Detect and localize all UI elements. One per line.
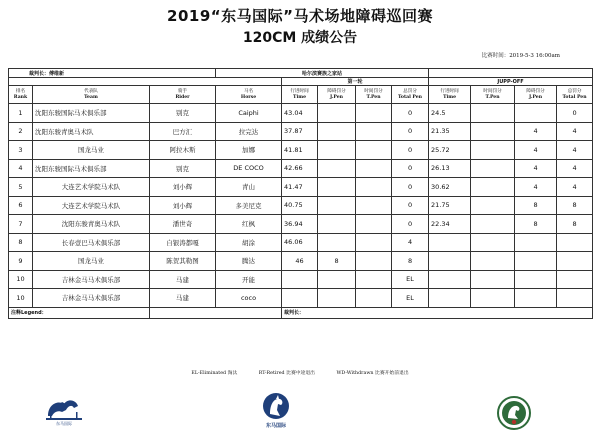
jo-tpen-cell [471, 159, 515, 178]
jo-tpen-cell [471, 196, 515, 215]
jo-time-cell: 26.13 [429, 159, 471, 178]
r1-jpen-cell [318, 122, 356, 141]
results-subtitle: 120CM 成绩公告 [242, 30, 358, 46]
rider-cell: 刘小辉 [150, 196, 216, 215]
jumpoff-header: JUPP-OFF [429, 78, 593, 86]
results-table [8, 68, 593, 319]
rider-cell: 别克 [150, 159, 216, 178]
event-title: 2019“东马国际”马术场地障碍巡回赛 [167, 7, 433, 25]
r1-tpen-cell [356, 178, 392, 197]
team-cell: 大连艺术学院马术队 [33, 196, 150, 215]
rank-cell: 5 [9, 178, 33, 197]
team-cell: 大连艺术学院马术队 [33, 178, 150, 197]
jo-jpen-cell [515, 289, 557, 308]
table-row [9, 159, 593, 178]
legend-row [9, 307, 593, 318]
center-logo-text: 东马国际 [265, 423, 287, 429]
horse-cell: DE COCO [216, 159, 282, 178]
horse-cell: 腾达 [216, 252, 282, 271]
rider-cell: 自银涛都嘎 [150, 233, 216, 252]
r1-time-cell: 42.66 [282, 159, 318, 178]
jo-total-cell [557, 252, 593, 271]
r1-time-cell: 43.04 [282, 104, 318, 123]
round-badge-logo-icon [497, 396, 531, 430]
center-logo [256, 390, 296, 430]
table-row [9, 122, 593, 141]
legend-eliminated: EL-Eliminated 淘汰 [191, 371, 238, 376]
rider-cell: 潘世奇 [150, 215, 216, 234]
legend-withdrawn: WD-Withdrawn 比赛开始前退出 [336, 371, 409, 376]
rank-cell: 6 [9, 196, 33, 215]
jo-jpen-cell: 4 [515, 159, 557, 178]
rider-cell: 马建 [150, 289, 216, 308]
col-r1-jpen: 障碍罚分 J.Pen [318, 86, 356, 104]
col-r1-tpen: 时间罚分 T.Pen [356, 86, 392, 104]
rider-cell: 阿拉木斯 [150, 141, 216, 160]
rank-cell: 4 [9, 159, 33, 178]
jo-total-cell: 4 [557, 141, 593, 160]
r1-jpen-cell: 8 [318, 252, 356, 271]
r1-tpen-cell [356, 159, 392, 178]
r1-tpen-cell [356, 233, 392, 252]
r1-time-cell: 41.81 [282, 141, 318, 160]
team-cell: 长春壹巴马术俱乐部 [33, 233, 150, 252]
jo-tpen-cell [471, 233, 515, 252]
jumping-horse-logo-icon [42, 394, 86, 426]
table-row [9, 104, 593, 123]
jo-total-cell [557, 289, 593, 308]
r1-time-cell: 41.47 [282, 178, 318, 197]
table-row [9, 178, 593, 197]
r1-time-cell: 46 [282, 252, 318, 271]
rider-cell: 别克 [150, 104, 216, 123]
horse-cell: 加娜 [216, 141, 282, 160]
r1-total-cell: 0 [392, 141, 429, 160]
r1-tpen-cell [356, 141, 392, 160]
col-r1-total: 总罚分 Total Pen [392, 86, 429, 104]
jo-jpen-cell: 4 [515, 141, 557, 160]
horse-cell: 胡涂 [216, 233, 282, 252]
jo-time-cell [429, 270, 471, 289]
jo-jpen-cell: 4 [515, 122, 557, 141]
rank-cell: 9 [9, 252, 33, 271]
rank-cell: 3 [9, 141, 33, 160]
r1-total-cell: 0 [392, 178, 429, 197]
jo-total-cell: 8 [557, 215, 593, 234]
r1-total-cell: 0 [392, 104, 429, 123]
r1-jpen-cell [318, 159, 356, 178]
right-logo [497, 396, 531, 430]
round-header-row [9, 78, 593, 86]
col-team: 代表队 Team [33, 86, 150, 104]
r1-total-cell: EL [392, 270, 429, 289]
jo-jpen-cell [515, 233, 557, 252]
table-row [9, 289, 593, 308]
r1-tpen-cell [356, 270, 392, 289]
r1-total-cell: EL [392, 289, 429, 308]
jo-time-cell [429, 252, 471, 271]
rank-cell: 1 [9, 104, 33, 123]
r1-total-cell: 0 [392, 215, 429, 234]
chief-judge: 裁判长：傅维新 [9, 69, 216, 78]
meta-row [9, 69, 593, 78]
team-cell: 沈阳东骏国际马术俱乐部 [33, 104, 150, 123]
horse-cell: coco [216, 289, 282, 308]
table-row [9, 215, 593, 234]
horse-cell: 青山 [216, 178, 282, 197]
jo-tpen-cell [471, 141, 515, 160]
table-row [9, 252, 593, 271]
jo-jpen-cell: 8 [515, 196, 557, 215]
rank-cell: 10 [9, 270, 33, 289]
col-jo-time: 行进时间 Time [429, 86, 471, 104]
r1-time-cell: 37.87 [282, 122, 318, 141]
r1-tpen-cell [356, 252, 392, 271]
r1-time-cell [282, 270, 318, 289]
r1-jpen-cell [318, 270, 356, 289]
r1-tpen-cell [356, 122, 392, 141]
team-cell: 吉林金马马术俱乐部 [33, 289, 150, 308]
r1-jpen-cell [318, 141, 356, 160]
col-jo-jpen: 障碍罚分 J.Pen [515, 86, 557, 104]
rider-cell: 陈贺其勒图 [150, 252, 216, 271]
jo-tpen-cell [471, 104, 515, 123]
r1-time-cell: 46.06 [282, 233, 318, 252]
r1-total-cell: 0 [392, 122, 429, 141]
jo-time-cell: 21.35 [429, 122, 471, 141]
team-cell: 国龙马业 [33, 252, 150, 271]
r1-time-cell: 36.94 [282, 215, 318, 234]
jo-total-cell [557, 270, 593, 289]
table-row [9, 270, 593, 289]
column-header-row [9, 86, 593, 104]
steward-label: 裁判长： [282, 307, 593, 318]
horse-cell: 拉完达 [216, 122, 282, 141]
jo-jpen-cell [515, 104, 557, 123]
legend-label: 注释Legend： [9, 307, 150, 318]
jo-time-cell [429, 233, 471, 252]
col-r1-time: 行进时间 Time [282, 86, 318, 104]
r1-tpen-cell [356, 289, 392, 308]
r1-time-cell [282, 289, 318, 308]
jo-time-cell: 25.72 [429, 141, 471, 160]
team-cell: 国龙马业 [33, 141, 150, 160]
rank-cell: 7 [9, 215, 33, 234]
jo-total-cell [557, 233, 593, 252]
jo-jpen-cell [515, 270, 557, 289]
team-cell: 沈阳东骏青奥马术队 [33, 122, 150, 141]
col-rank: 排名 Rank [9, 86, 33, 104]
jo-total-cell: 4 [557, 122, 593, 141]
jo-time-cell: 30.62 [429, 178, 471, 197]
r1-jpen-cell [318, 178, 356, 197]
r1-tpen-cell [356, 104, 392, 123]
col-horse: 马名 Horse [216, 86, 282, 104]
horse-shield-logo-icon [256, 390, 296, 430]
table-row [9, 141, 593, 160]
col-rider: 骑手 Rider [150, 86, 216, 104]
r1-jpen-cell [318, 215, 356, 234]
jo-jpen-cell: 4 [515, 178, 557, 197]
r1-jpen-cell [318, 104, 356, 123]
jo-tpen-cell [471, 270, 515, 289]
jo-total-cell: 4 [557, 178, 593, 197]
horse-cell: 红枫 [216, 215, 282, 234]
team-cell: 沈阳东骏青奥马术队 [33, 215, 150, 234]
rank-cell: 8 [9, 233, 33, 252]
jo-tpen-cell [471, 215, 515, 234]
r1-jpen-cell [318, 233, 356, 252]
horse-cell: 开能 [216, 270, 282, 289]
jo-time-cell [429, 289, 471, 308]
jo-tpen-cell [471, 252, 515, 271]
jo-time-cell: 22.34 [429, 215, 471, 234]
rank-cell: 10 [9, 289, 33, 308]
table-row [9, 233, 593, 252]
competition-datetime: 比赛时间：2019-5-3 16:00am [481, 53, 560, 59]
rider-cell: 刘小辉 [150, 178, 216, 197]
jo-tpen-cell [471, 122, 515, 141]
horse-cell: Caiphi [216, 104, 282, 123]
rider-cell: 巴方汇 [150, 122, 216, 141]
horse-cell: 多美尼克 [216, 196, 282, 215]
r1-tpen-cell [356, 196, 392, 215]
jo-total-cell: 0 [557, 104, 593, 123]
jo-time-cell: 21.75 [429, 196, 471, 215]
status-legend [0, 369, 600, 376]
jo-total-cell: 4 [557, 159, 593, 178]
r1-total-cell: 0 [392, 196, 429, 215]
r1-total-cell: 0 [392, 159, 429, 178]
table-row [9, 196, 593, 215]
jo-jpen-cell: 8 [515, 215, 557, 234]
col-jo-total: 总罚分 Total Pen [557, 86, 593, 104]
r1-jpen-cell [318, 289, 356, 308]
jo-tpen-cell [471, 178, 515, 197]
r1-total-cell: 8 [392, 252, 429, 271]
team-cell: 吉林金马马术俱乐部 [33, 270, 150, 289]
rider-cell: 马建 [150, 270, 216, 289]
jo-time-cell: 24.5 [429, 104, 471, 123]
jo-total-cell: 8 [557, 196, 593, 215]
jo-jpen-cell [515, 252, 557, 271]
left-logo [42, 394, 86, 426]
venue: 哈尔滨赛族之家站 [216, 69, 429, 78]
r1-tpen-cell [356, 215, 392, 234]
legend-retired: RT-Retired 比赛中途退出 [258, 371, 315, 376]
r1-time-cell: 40.75 [282, 196, 318, 215]
jo-tpen-cell [471, 289, 515, 308]
r1-jpen-cell [318, 196, 356, 215]
r1-total-cell: 4 [392, 233, 429, 252]
col-jo-tpen: 时间罚分 T.Pen [471, 86, 515, 104]
round1-header: 第一轮 [282, 78, 429, 86]
team-cell: 沈阳东骏国际马术俱乐部 [33, 159, 150, 178]
left-logo-text: 东马国际 [56, 421, 72, 426]
rank-cell: 2 [9, 122, 33, 141]
